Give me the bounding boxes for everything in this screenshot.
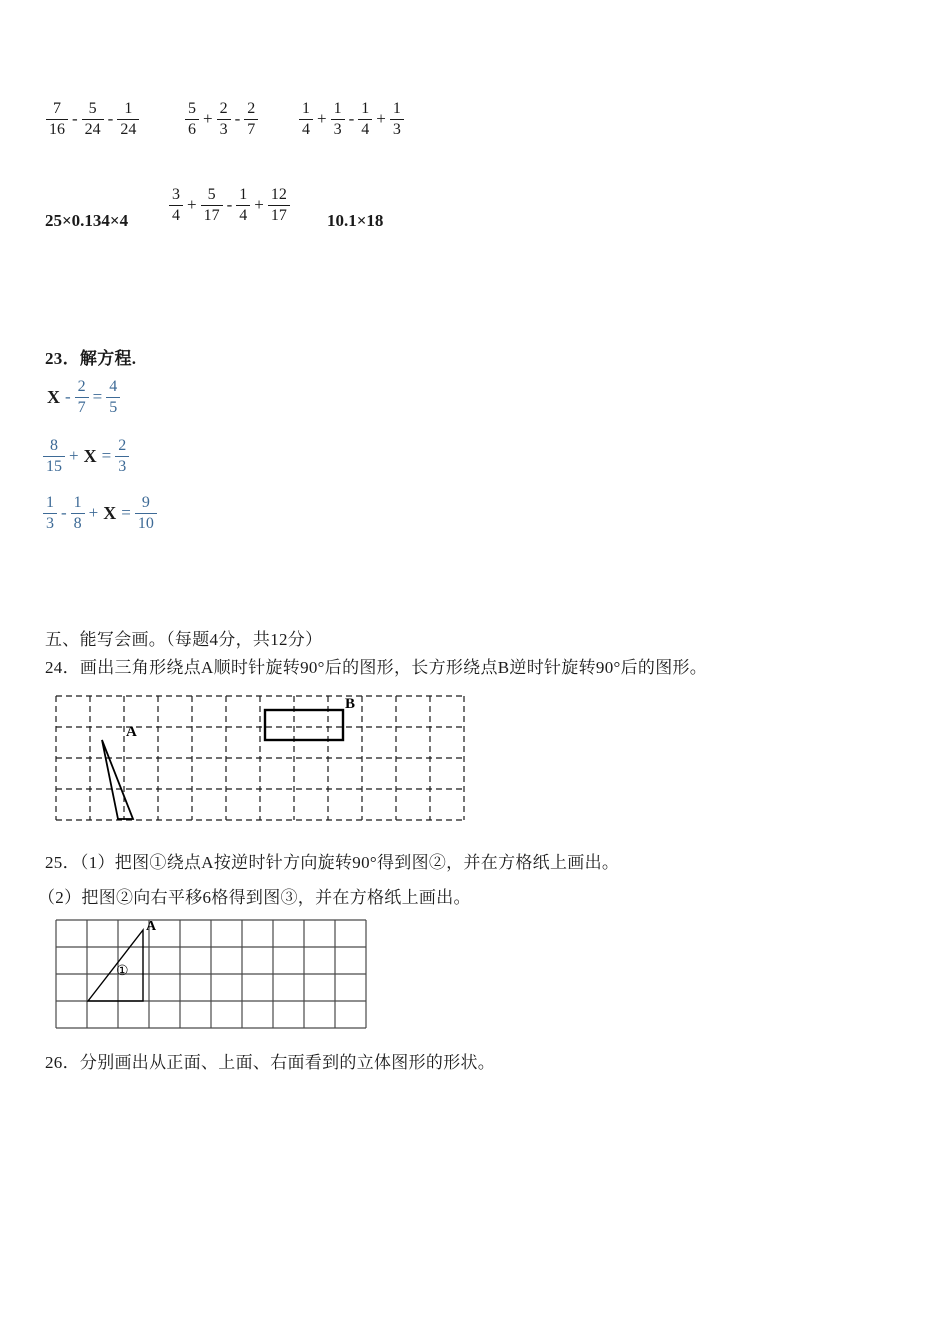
- fraction: $\frac{1}{8}$: [71, 494, 85, 533]
- calc-expression-5: [168, 186, 291, 225]
- variable-x: X: [103, 502, 117, 523]
- fraction: $\frac{1}{3}$: [390, 100, 404, 139]
- operator: =: [101, 446, 112, 466]
- rectangle-figure: [265, 710, 343, 740]
- operator: +: [88, 503, 99, 523]
- question-25-part2-text: （2）把图②向右平移6格得到图③，并在方格纸上画出。: [38, 888, 471, 907]
- variable-x: X: [47, 386, 60, 407]
- fraction: $\frac{2}{3}$: [217, 100, 231, 139]
- fraction: $\frac{1}{3}$: [331, 100, 345, 139]
- operator: +: [254, 195, 264, 215]
- fraction: $\frac{1}{3}$: [43, 494, 57, 533]
- fraction: $\frac{2}{3}$: [115, 437, 129, 476]
- variable-x: X: [83, 445, 97, 466]
- triangle-figure: [102, 740, 133, 819]
- q25-translation-grid-figure: [55, 919, 367, 1029]
- equation-1: [45, 378, 121, 417]
- fraction: $\frac{1}{4}$: [236, 186, 250, 225]
- equation-3: [42, 494, 158, 533]
- calc-expression-3: [298, 100, 405, 139]
- fraction: $\frac{5}{17}$: [201, 186, 223, 225]
- problem-23-title: 23．解方程.: [45, 349, 137, 368]
- fraction: $\frac{7}{16}$: [46, 100, 68, 139]
- q24-rotation-grid-figure: [55, 695, 465, 821]
- operator: +: [187, 195, 197, 215]
- equation-2: [42, 437, 130, 476]
- operator: +: [69, 446, 79, 466]
- calc-expression-4: 25×0.134×4: [45, 211, 129, 230]
- calc-expression-2: [184, 100, 259, 139]
- operator: =: [121, 503, 131, 523]
- operator: -: [72, 109, 78, 129]
- point-label-A: A: [146, 919, 157, 934]
- point-label-A: A: [126, 724, 137, 740]
- fraction: $\frac{2}{7}$: [75, 378, 89, 417]
- fraction: $\frac{1}{4}$: [299, 100, 313, 139]
- operator: -: [65, 387, 71, 407]
- fraction: $\frac{3}{4}$: [169, 186, 183, 225]
- question-25-part1-text: 25．（1）把图①绕点A按逆时针方向旋转90°得到图②，并在方格纸上画出。: [45, 853, 620, 872]
- fraction: $\frac{2}{7}$: [244, 100, 258, 139]
- operator: +: [317, 109, 327, 129]
- operator: +: [203, 109, 213, 129]
- operator: -: [226, 195, 233, 215]
- operator: -: [107, 109, 114, 129]
- calc-expression-6: 10.1×18: [327, 211, 384, 230]
- operator: -: [61, 503, 67, 523]
- question-26-text: 26．分别画出从正面、上面、右面看到的立体图形的形状。: [45, 1053, 496, 1072]
- operator: -: [234, 109, 241, 129]
- fraction: $\frac{5}{6}$: [185, 100, 199, 139]
- fraction: $\frac{4}{5}$: [106, 378, 120, 417]
- calc-expression-1: [45, 100, 140, 139]
- operator: +: [376, 109, 386, 129]
- operator: =: [92, 387, 103, 407]
- section-5-heading: 五、能写会画。（每题4分，共12分）: [45, 630, 323, 649]
- fraction: $\frac{12}{17}$: [268, 186, 290, 225]
- fraction: $\frac{5}{24}$: [82, 100, 104, 139]
- fraction: $\frac{8}{15}$: [43, 437, 65, 476]
- operator: -: [348, 109, 355, 129]
- point-label-B: B: [345, 696, 356, 712]
- fraction: $\frac{1}{4}$: [358, 100, 372, 139]
- figure-number-label: ①: [116, 964, 129, 979]
- question-24-text: 24．画出三角形绕点A顺时针旋转90°后的图形，长方形绕点B逆时针旋转90°后的图形。: [45, 658, 708, 677]
- fraction: $\frac{1}{24}$: [117, 100, 139, 139]
- fraction: $\frac{9}{10}$: [135, 494, 157, 533]
